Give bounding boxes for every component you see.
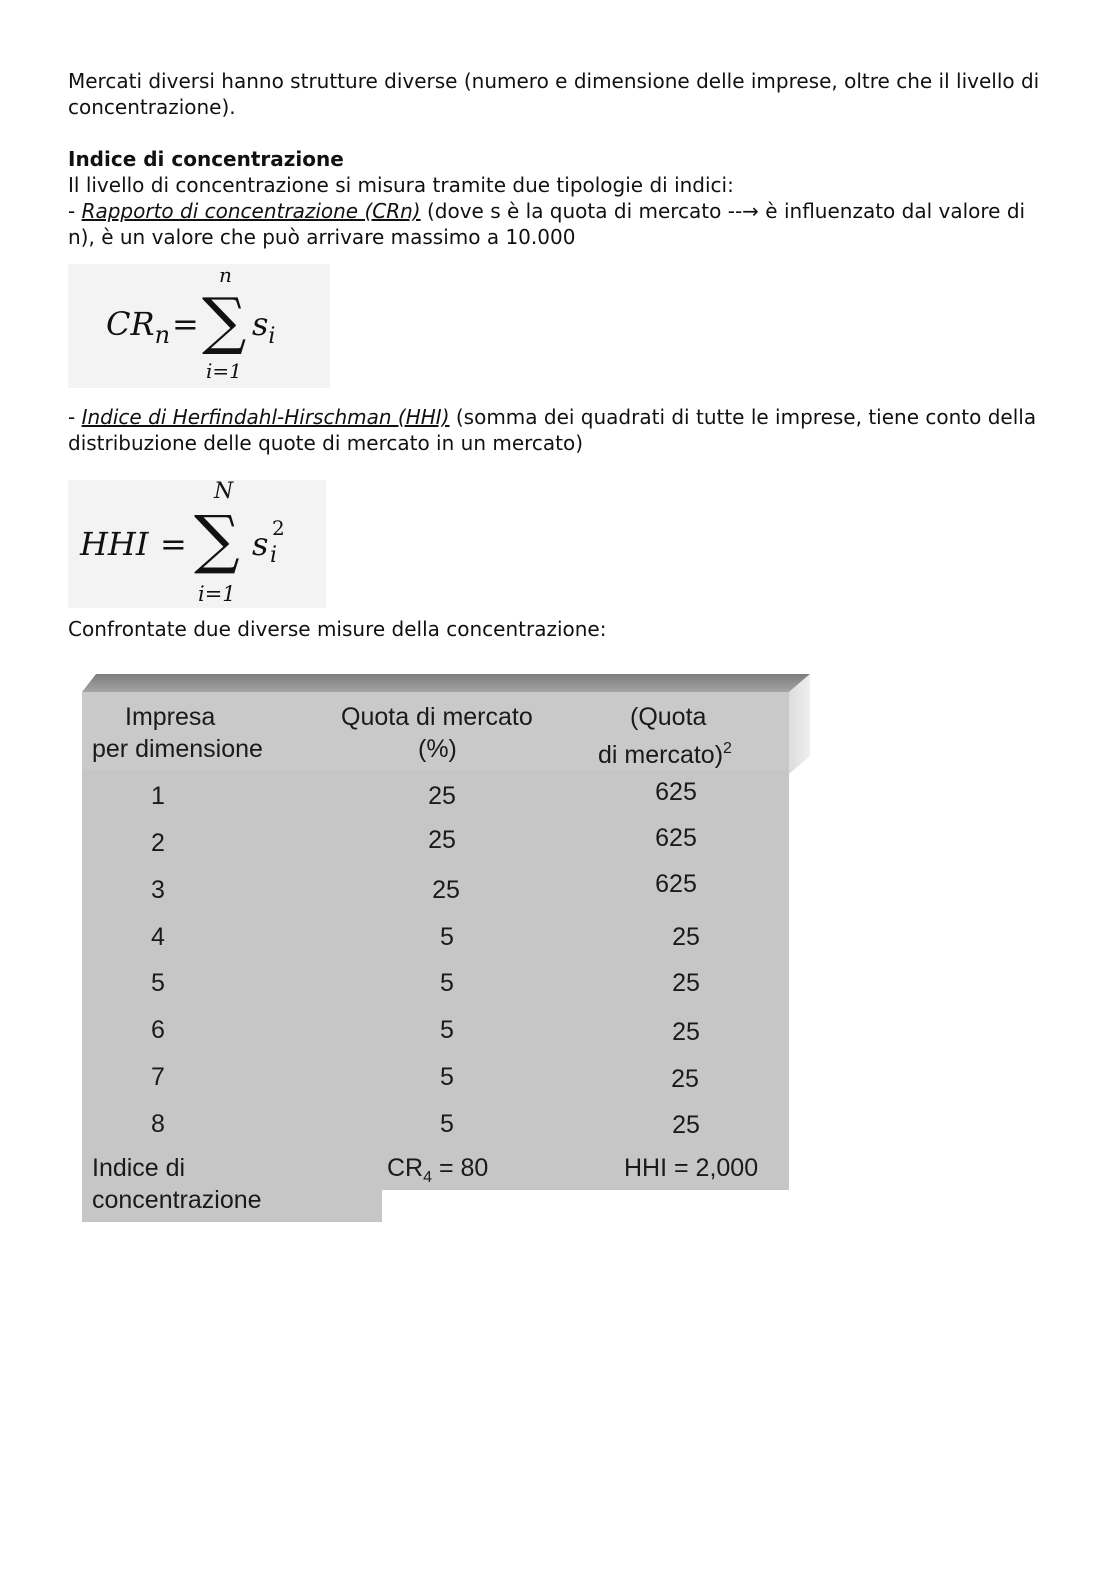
table-cell-share: 5: [440, 923, 454, 951]
cr-formula-term-symbol: s: [252, 305, 269, 343]
item-hhi-text: (somma dei quadrati di tutte le imprese, tiene conto della distribuzione delle quote di mercato in un mercato): [68, 405, 1037, 455]
cr-formula: [68, 264, 330, 388]
table-cell-rank: 7: [151, 1063, 165, 1091]
table-cell-square: 25: [672, 1018, 700, 1046]
hhi-formula-upper-limit: N: [214, 479, 234, 504]
section-heading: Indice di concentrazione: [68, 147, 344, 171]
header-col2-line1: Quota di mercato: [341, 703, 533, 731]
cr-formula-lower-limit: i=1: [206, 359, 242, 383]
hhi-formula-term-sup: 2: [272, 516, 285, 540]
lead-paragraph: Il livello di concentrazione si misura tramite due tipologie di indici:: [68, 173, 734, 197]
hhi-formula-lower-limit: i=1: [198, 582, 236, 606]
table-cell-rank: 6: [151, 1016, 165, 1044]
intro-paragraph: Mercati diversi hanno strutture diverse (numero e dimensione delle imprese, oltre che il livello di concentrazione).: [68, 69, 1040, 119]
table-cell-square: 25: [671, 1065, 699, 1093]
table-cell-rank: 4: [151, 923, 165, 951]
cr-formula-lhs-symbol: CR: [106, 305, 155, 343]
table-cell-square: 625: [655, 778, 697, 806]
header-col1-line1: Impresa: [125, 703, 216, 731]
item-dash: -: [68, 405, 82, 429]
cr-formula-lhs-sub: n: [154, 321, 171, 349]
footer-cr4-value: = 80: [432, 1154, 489, 1182]
cr-formula-upper-limit: n: [219, 263, 232, 287]
hhi-formula-equals: =: [160, 525, 187, 563]
item-cr-text-b: è influenzato dal valore di n), è un valore che può arrivare massimo a 10.000: [68, 199, 1026, 249]
table-cell-share: 25: [428, 782, 456, 810]
summation-icon: ∑: [202, 284, 247, 357]
table-cell-rank: 1: [151, 782, 165, 810]
arrow-right-icon: →: [742, 199, 759, 223]
table-cell-square: 25: [672, 923, 700, 951]
document-page: [68, 68, 1058, 642]
hhi-link[interactable]: Indice di Herfindahl-Hirschman (HHI): [81, 405, 450, 429]
footer-cr4-prefix: CR: [387, 1154, 424, 1182]
compare-paragraph: Confrontate due diverse misure della concentrazione:: [68, 617, 607, 641]
cr-formula-equals: =: [172, 305, 199, 343]
table-bevel-top: [82, 674, 810, 692]
table-cell-share: 5: [440, 1110, 454, 1138]
table-cell-rank: 2: [151, 829, 165, 857]
table-cell-share: 25: [432, 876, 460, 904]
table-cell-rank: 3: [151, 876, 165, 904]
concentration-table: [82, 674, 810, 1222]
header-col3-sup: 2: [723, 740, 732, 757]
table-cell-square: 625: [655, 870, 697, 898]
summation-icon: ∑: [194, 503, 240, 577]
header-col2-line2: (%): [418, 735, 457, 763]
cr-formula-lhs: [106, 306, 170, 353]
hhi-formula-term: [252, 516, 285, 568]
hhi-formula-lhs: HHI: [80, 525, 149, 563]
hhi-formula-term-sub: i: [270, 543, 278, 568]
cr-formula-term-sub: i: [268, 324, 276, 349]
header-col1-line2: per dimensione: [92, 735, 263, 763]
table-cell-rank: 8: [151, 1110, 165, 1138]
item-dash: -: [68, 199, 82, 223]
footer-cr4: [387, 1152, 488, 1194]
footer-label-line1: Indice di: [92, 1154, 186, 1182]
hhi-formula: [68, 480, 326, 608]
footer-label-line2: concentrazione: [92, 1186, 262, 1214]
table-cell-square: 25: [672, 1111, 700, 1139]
table-cell-square: 625: [655, 824, 697, 852]
item-cr-text-a: (dove s è la quota di mercato --: [420, 199, 743, 223]
header-col3-line1: (Quota: [630, 703, 707, 731]
table-cell-rank: 5: [151, 969, 165, 997]
header-col3-text: di mercato): [598, 741, 724, 769]
header-col3-line2: [598, 733, 732, 771]
cr-link[interactable]: Rapporto di concentrazione (CRn): [81, 199, 421, 223]
footer-hhi: HHI = 2,000: [624, 1154, 759, 1182]
table-cell-share: 5: [440, 1016, 454, 1044]
cr-formula-term: [252, 306, 275, 355]
table-cell-square: 25: [672, 969, 700, 997]
table-cell-share: 5: [440, 969, 454, 997]
hhi-formula-term-symbol: s: [252, 525, 269, 563]
table-cell-share: 25: [428, 826, 456, 854]
item-cr: [68, 198, 1058, 250]
table-cell-share: 5: [440, 1063, 454, 1091]
footer-cr4-sub: 4: [423, 1169, 433, 1186]
item-hhi: [68, 404, 1058, 456]
